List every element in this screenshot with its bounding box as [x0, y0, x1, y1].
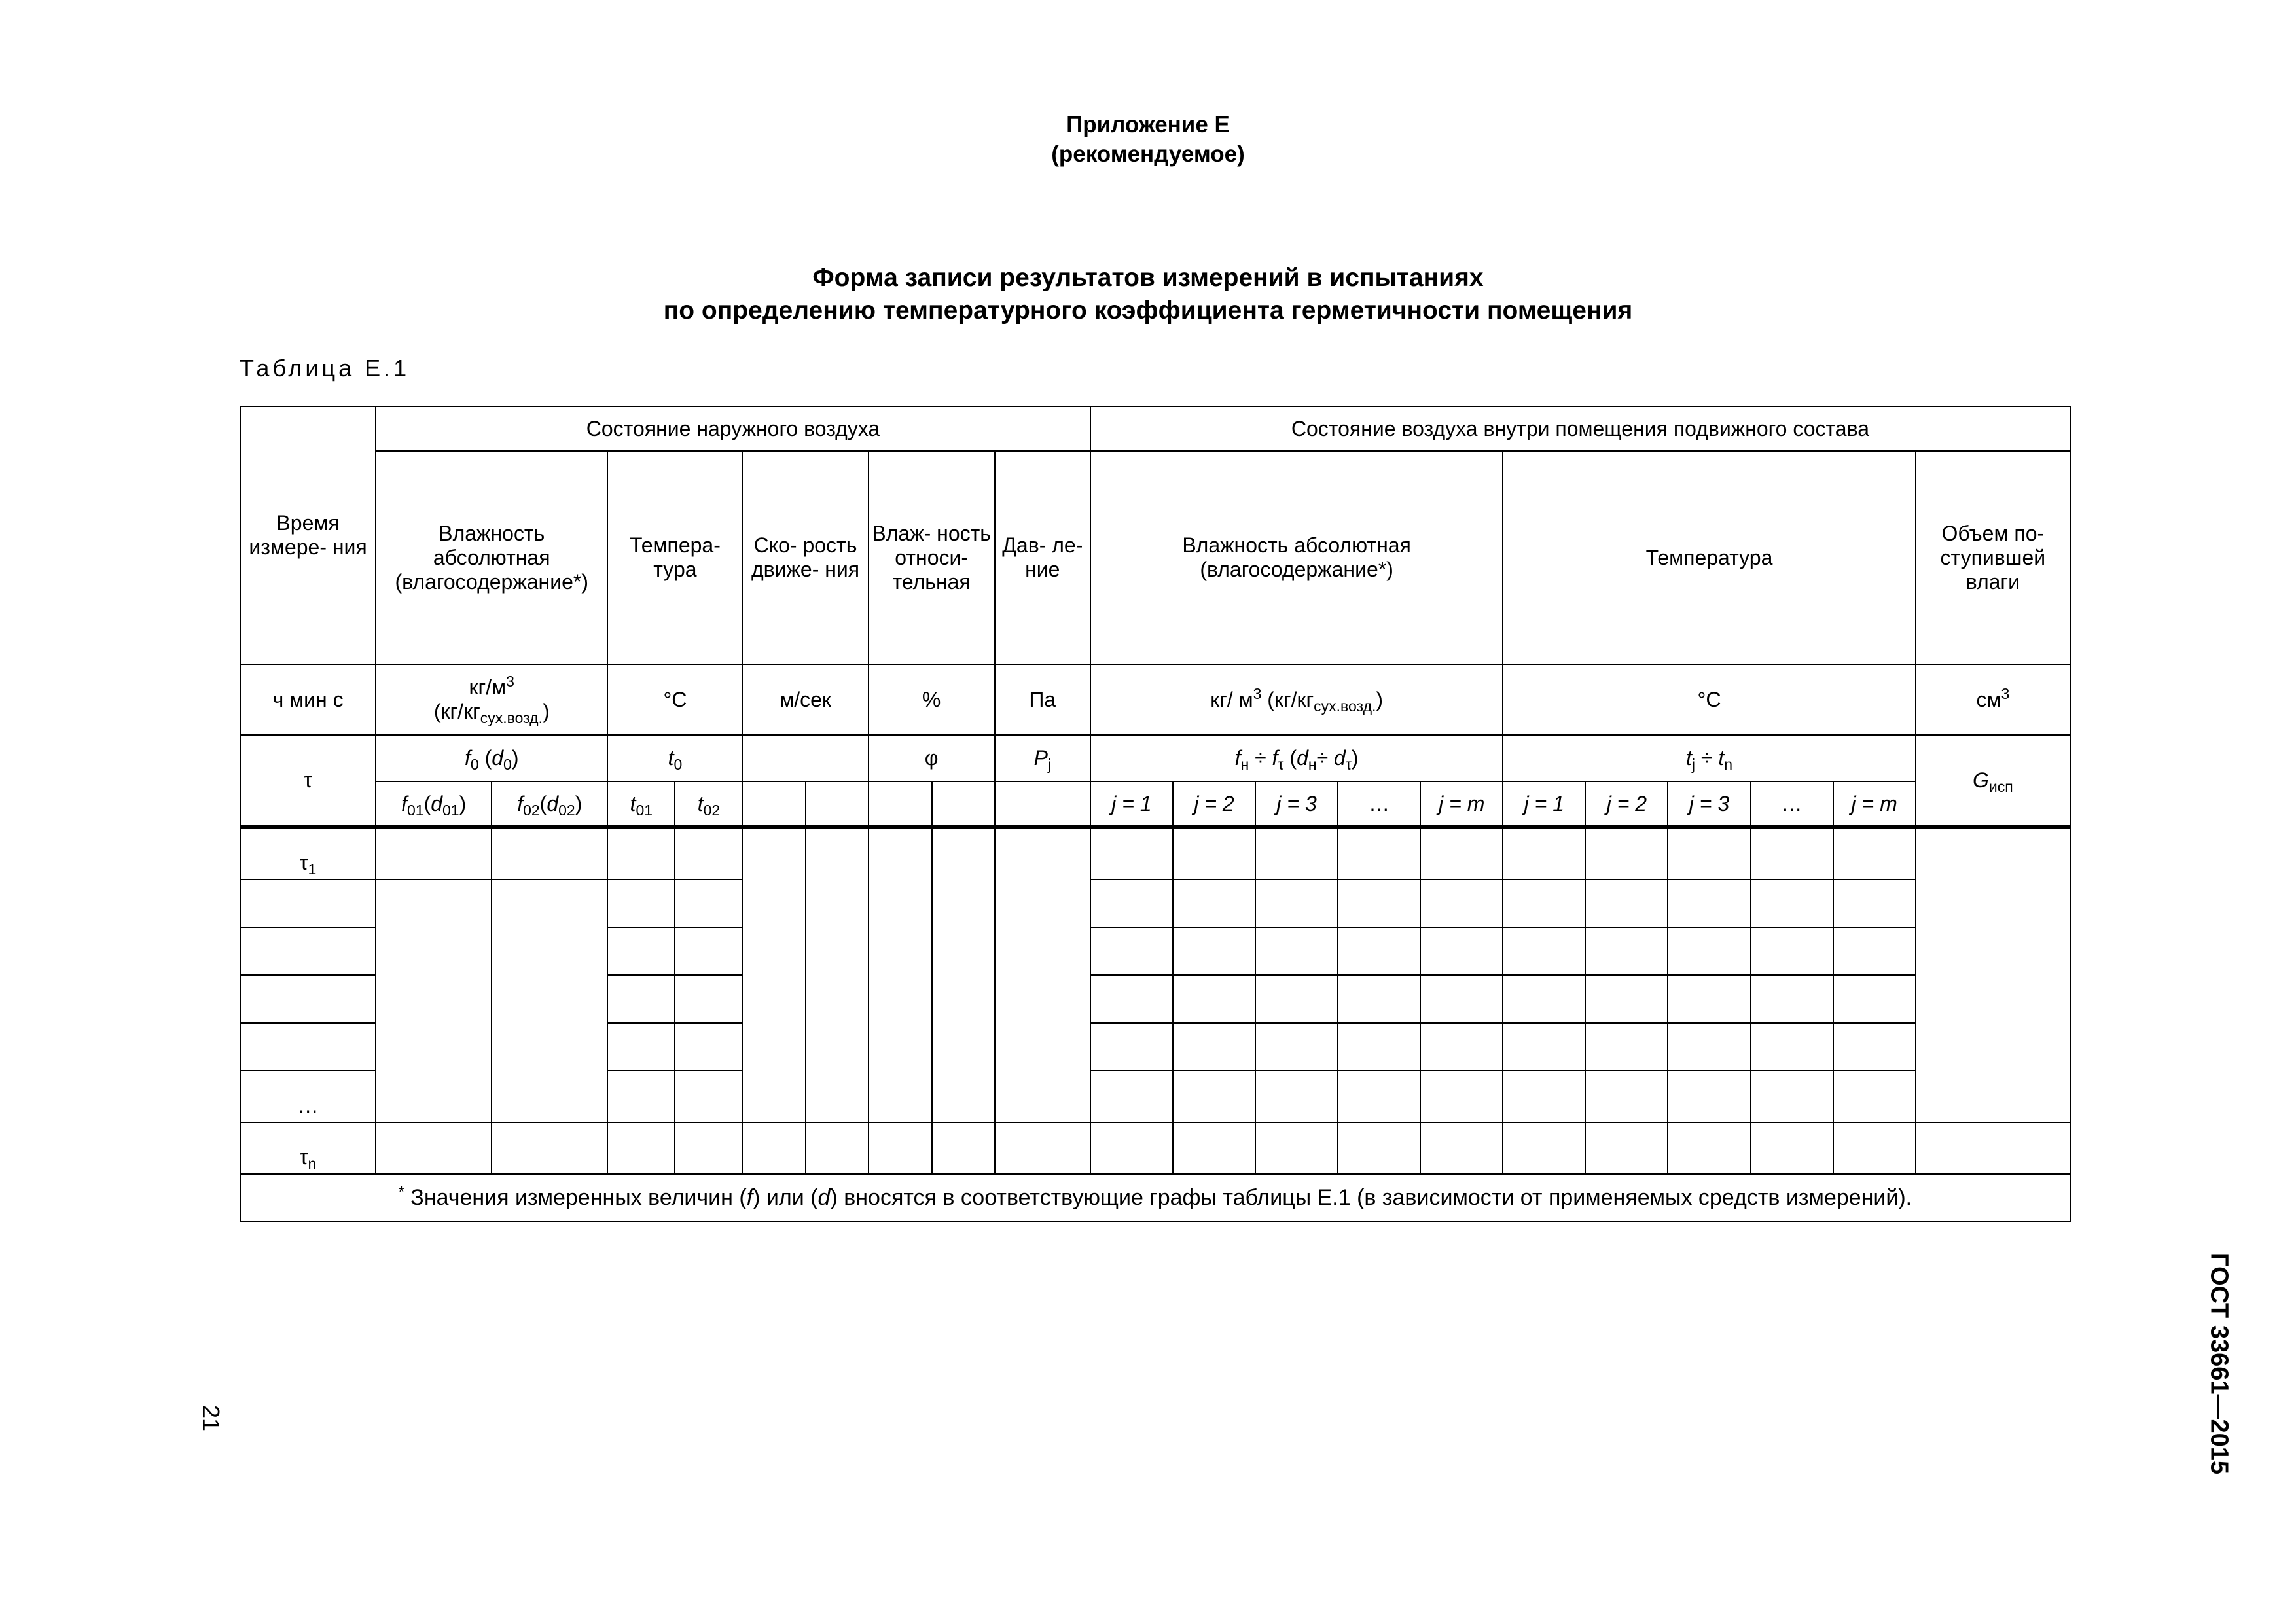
table-row [240, 880, 2070, 927]
data-cell [1585, 1023, 1668, 1071]
unit-inner-humidity: кг/ $м^3$ $(кг/кг_{сух.возд.})$ [1090, 664, 1503, 735]
unit-speed: м/сек [742, 664, 868, 735]
data-cell [932, 1122, 995, 1174]
data-cell [1585, 827, 1668, 880]
inner-humidity-j1: j = 1 [1090, 781, 1173, 827]
symbol-empty [932, 781, 995, 827]
header-outer-air-state: Состояние наружного воздуха [376, 406, 1090, 451]
data-cell [1420, 1023, 1503, 1071]
data-cell [869, 1122, 932, 1174]
inner-humidity-ellipsis: … [1338, 781, 1420, 827]
measurement-form-table [240, 406, 2071, 1222]
data-cell [1668, 880, 1750, 927]
data-cell [1255, 1071, 1338, 1122]
data-cell [1090, 1071, 1173, 1122]
data-cell [1833, 880, 1916, 927]
data-cell [1833, 1122, 1916, 1174]
data-cell [1338, 1071, 1420, 1122]
table-footnote: * Значения измеренных величин (f) или (d) вносятся в соответствующие графы таблицы Е.1 (в зависимости от применяемых средств измерений). [240, 1174, 2070, 1221]
inner-humidity-j3: j = 3 [1255, 781, 1338, 827]
data-cell [675, 1023, 742, 1071]
header-moisture-volume: Объем по- ступившей влаги [1916, 451, 2070, 664]
row-label-tau1: $\tau_1$ [240, 827, 376, 880]
symbol-tau: τ [240, 735, 376, 827]
data-cell [1503, 1122, 1585, 1174]
data-cell [1751, 927, 1833, 975]
data-cell [607, 1122, 675, 1174]
data-cell [1338, 975, 1420, 1023]
inner-temperature-ellipsis: … [1751, 781, 1833, 827]
data-cell [1090, 975, 1173, 1023]
unit-moisture-volume: $см^3$ [1916, 664, 2070, 735]
symbol-f01-d01: $f_{01}(d_{01})$ [376, 781, 492, 827]
data-cell [675, 880, 742, 927]
data-cell [1751, 1023, 1833, 1071]
data-cell [1668, 1071, 1750, 1122]
form-title [0, 262, 2296, 327]
header-speed: Ско- рость движе- ния [742, 451, 868, 664]
page-number: 21 [198, 1404, 224, 1432]
data-cell [1173, 1023, 1255, 1071]
inner-humidity-jm: j = m [1420, 781, 1503, 827]
data-cell [492, 1122, 607, 1174]
header-inner-humidity: Влажность абсолютная (влагосодержание*) [1090, 451, 1503, 664]
unit-outer-temperature: °С [607, 664, 742, 735]
symbol-f02-d02: $f_{02}(d_{02})$ [492, 781, 607, 827]
data-cell [675, 1071, 742, 1122]
data-cell [1751, 880, 1833, 927]
data-cell [1420, 880, 1503, 927]
symbol-t0: $t_0$ [607, 735, 742, 781]
data-cell-rel-humidity-1 [869, 827, 932, 1123]
symbol-pj: $P_j$ [995, 735, 1090, 781]
data-cell [1503, 1071, 1585, 1122]
symbol-phi: φ [869, 735, 995, 781]
data-cell-rel-humidity-2 [932, 827, 995, 1123]
symbol-empty [869, 781, 932, 827]
symbol-empty [806, 781, 869, 827]
data-cell [675, 827, 742, 880]
standard-designation: ГОСТ 33661—2015 [2205, 1252, 2233, 1475]
data-cell [1090, 827, 1173, 880]
data-cell [1420, 927, 1503, 975]
data-cell [1255, 880, 1338, 927]
table-row [240, 827, 2070, 880]
row-label-empty [240, 975, 376, 1023]
symbol-g-isp: $G_{исп}$ [1916, 735, 2070, 827]
data-cell [1173, 975, 1255, 1023]
data-cell [675, 1122, 742, 1174]
data-cell-pressure [995, 827, 1090, 1123]
data-cell-moisture-volume [1916, 827, 2070, 1123]
table-label: Таблица Е.1 [240, 355, 410, 382]
header-relative-humidity: Влаж- ность относи- тельная [869, 451, 995, 664]
data-cell [1420, 1122, 1503, 1174]
inner-temperature-j1: j = 1 [1503, 781, 1585, 827]
appendix-heading [0, 110, 2296, 169]
data-cell [1338, 1122, 1420, 1174]
data-cell [1255, 927, 1338, 975]
data-cell [1173, 1071, 1255, 1122]
inner-temperature-jm: j = m [1833, 781, 1916, 827]
data-cell [1585, 1122, 1668, 1174]
data-cell [1585, 927, 1668, 975]
data-cell [1255, 1122, 1338, 1174]
row-label-empty [240, 1023, 376, 1071]
unit-outer-humidity: $кг/м^3$ $(кг/кг_{сух.возд.})$ [376, 664, 607, 735]
symbol-empty [995, 781, 1090, 827]
unit-inner-temperature: °С [1503, 664, 1915, 735]
header-pressure: Дав- ле- ние [995, 451, 1090, 664]
data-cell [1668, 975, 1750, 1023]
data-cell [1255, 1023, 1338, 1071]
data-cell [1585, 1071, 1668, 1122]
data-cell [1833, 927, 1916, 975]
data-cell [1751, 1071, 1833, 1122]
inner-humidity-j2: j = 2 [1173, 781, 1255, 827]
data-cell-speed-2 [806, 827, 869, 1123]
table-row [240, 1122, 2070, 1174]
data-cell [1585, 880, 1668, 927]
data-cell [607, 1071, 675, 1122]
data-cell [607, 927, 675, 975]
header-inner-temperature: Температура [1503, 451, 1915, 664]
data-cell [1420, 1071, 1503, 1122]
data-cell [1833, 975, 1916, 1023]
data-cell [1090, 1023, 1173, 1071]
data-cell [1420, 827, 1503, 880]
form-title-line-2: по определению температурного коэффициента герметичности помещения [663, 296, 1633, 325]
data-cell [1503, 827, 1585, 880]
data-cell-f01 [376, 880, 492, 1122]
row-label-taun: $\tau_n$ [240, 1122, 376, 1174]
data-cell [1503, 927, 1585, 975]
symbol-speed-empty [742, 735, 868, 781]
data-cell [1751, 975, 1833, 1023]
header-time: Время измере- ния [240, 406, 376, 664]
data-cell [1833, 1071, 1916, 1122]
data-cell [806, 1122, 869, 1174]
row-label-ellipsis: … [240, 1071, 376, 1122]
data-cell [376, 1122, 492, 1174]
data-cell [1751, 827, 1833, 880]
symbol-fn-ft: $f_н \div f_\tau$ $(d_н\div d_\tau)$ [1090, 735, 1503, 781]
data-cell [492, 827, 607, 880]
data-cell [1173, 927, 1255, 975]
data-cell [607, 880, 675, 927]
symbol-empty [742, 781, 805, 827]
data-cell [1090, 880, 1173, 927]
appendix-status: (рекомендуемое) [1051, 141, 1245, 167]
data-cell [675, 975, 742, 1023]
symbol-f0-d0: $f_0$ $(d_0)$ [376, 735, 607, 781]
data-cell [1503, 975, 1585, 1023]
data-cell [1503, 1023, 1585, 1071]
data-cell [376, 827, 492, 880]
inner-temperature-j2: j = 2 [1585, 781, 1668, 827]
data-cell [1585, 975, 1668, 1023]
data-cell [1338, 827, 1420, 880]
data-cell [1338, 927, 1420, 975]
unit-time: ч мин с [240, 664, 376, 735]
data-cell [607, 1023, 675, 1071]
data-cell [1420, 975, 1503, 1023]
data-cell [1833, 1023, 1916, 1071]
data-cell [1668, 927, 1750, 975]
data-cell [1668, 1122, 1750, 1174]
symbol-tj-tn: $t_j \div t_n$ [1503, 735, 1915, 781]
data-cell [1668, 1023, 1750, 1071]
data-cell [607, 975, 675, 1023]
row-label-empty [240, 880, 376, 927]
symbol-t01: $t_{01}$ [607, 781, 675, 827]
data-cell [1751, 1122, 1833, 1174]
header-inner-air-state: Состояние воздуха внутри помещения подвижного состава [1090, 406, 2070, 451]
appendix-title: Приложение Е [1066, 112, 1230, 137]
data-cell [995, 1122, 1090, 1174]
data-cell [1173, 1122, 1255, 1174]
row-label-empty [240, 927, 376, 975]
data-cell [1255, 827, 1338, 880]
form-title-line-1: Форма записи результатов измерений в испытаниях [812, 264, 1484, 292]
data-cell [1668, 827, 1750, 880]
data-cell [1090, 1122, 1173, 1174]
unit-relative-humidity: % [869, 664, 995, 735]
data-cell [1916, 1122, 2070, 1174]
data-cell [1173, 827, 1255, 880]
header-outer-humidity: Влажность абсолютная (влагосодержание*) [376, 451, 607, 664]
data-cell [607, 827, 675, 880]
inner-temperature-j3: j = 3 [1668, 781, 1750, 827]
unit-pressure: Па [995, 664, 1090, 735]
data-cell-f02 [492, 880, 607, 1122]
data-cell [1338, 880, 1420, 927]
data-cell [1173, 880, 1255, 927]
data-cell [742, 1122, 805, 1174]
data-cell-speed-1 [742, 827, 805, 1123]
symbol-t02: $t_{02}$ [675, 781, 742, 827]
data-cell [675, 927, 742, 975]
data-cell [1255, 975, 1338, 1023]
header-outer-temperature: Темпера- тура [607, 451, 742, 664]
data-cell [1503, 880, 1585, 927]
data-cell [1338, 1023, 1420, 1071]
data-cell [1090, 927, 1173, 975]
data-cell [1833, 827, 1916, 880]
